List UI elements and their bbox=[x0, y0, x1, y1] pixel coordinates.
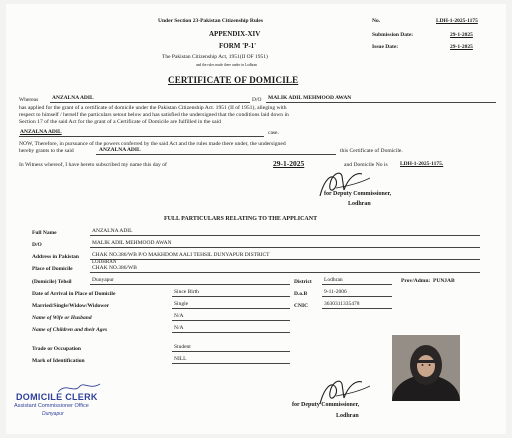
act-line: The Pakistan Citizenship Act, 1951(II OF 1951) bbox=[162, 54, 268, 60]
identification-mark-value: NILL bbox=[174, 356, 187, 362]
submission-date-label: Submission Date: bbox=[372, 32, 414, 38]
occupation-label: Trade or Occupation bbox=[32, 346, 81, 352]
province-label: Prov/Admn: bbox=[401, 278, 431, 284]
arrival-date-value: Since Birth bbox=[174, 289, 199, 295]
submission-date-value: 29-1-2025 bbox=[450, 32, 473, 38]
full-name-value: ANZALNA ADIL bbox=[92, 228, 133, 234]
children-label: Name of Children and their Ages bbox=[32, 327, 108, 333]
signatory-location: Lodhran bbox=[348, 201, 371, 207]
daughter-of-row-value: MALIK ADIL MEHMOOD AWAN bbox=[92, 240, 172, 246]
cnic-label: CNIC bbox=[294, 303, 309, 309]
witness-text: In Witness whereof, I have hereto subscribed my name this day of bbox=[19, 162, 167, 168]
spouse-value: N/A bbox=[174, 313, 184, 319]
address-label: Address in Pakistan bbox=[32, 254, 79, 260]
tehsil-value: Dunyapur bbox=[92, 277, 114, 283]
domicile-certificate bbox=[6, 4, 506, 434]
district-value: Lodhran bbox=[324, 277, 343, 283]
certificate-title: CERTIFICATE OF DOMICILE bbox=[168, 75, 299, 85]
marital-status-label: Married/Single/Widow/Widower bbox=[32, 303, 110, 309]
dob-label: D.o.B bbox=[294, 291, 308, 297]
form-title: FORM 'P-1' bbox=[219, 42, 257, 50]
appendix-title: APPENDIX-XIV bbox=[209, 30, 261, 38]
rules-small-line: and the rules made there under in Lodhran bbox=[196, 63, 257, 67]
domicile-clerk-stamp bbox=[12, 384, 128, 420]
spouse-label: Name of Wife or Husband bbox=[32, 315, 92, 321]
daughter-of-label: D/O bbox=[252, 97, 262, 103]
applicant-photo bbox=[392, 335, 460, 401]
address-value-line-2: LODHRAN bbox=[92, 260, 117, 265]
witness-date: 29-1-2025 bbox=[273, 159, 305, 168]
applicant-name: ANZALNA ADIL bbox=[52, 95, 94, 101]
paragraph-1-line-1: has applied for the grant of a certificate of domicile under the Pakistan Citizenship Act. 1951 (II of 1951), alleging with bbox=[19, 105, 287, 111]
particulars-heading: FULL PARTICULARS RELATING TO THE APPLICANT bbox=[164, 216, 318, 222]
issue-date-value: 29-1-2025 bbox=[450, 44, 473, 50]
place-of-domicile-label: Place of Domicile bbox=[32, 266, 73, 272]
bottom-signatory-title: for Deputy Commissioner, bbox=[292, 402, 360, 408]
paragraph-1-line-2: respect to himself / herself the particulars setout below and has satisfied the undersigned that the conditions laid down in bbox=[19, 112, 289, 118]
rules-line: Under Section 23-Pakistan Citizenship Rules bbox=[158, 18, 264, 24]
case-name: ANZALNA ADIL bbox=[20, 129, 62, 135]
paragraph-2-line-1: NOW, Therefore, in pursuance of the powers conferred by the said Act and the rules made there under, the undersigned bbox=[19, 141, 286, 147]
full-name-label: Full Name bbox=[32, 230, 57, 236]
occupation-value: Student bbox=[174, 344, 191, 350]
address-value: CHAK NO.386/WB P/O MAKHDOM AALI TEHSIL DUNYAPUR DISTRICT bbox=[92, 252, 270, 258]
issue-date-label: Issue Date: bbox=[372, 44, 399, 50]
dob-value: 9-11-2006 bbox=[324, 289, 347, 295]
paragraph-1-line-3: Section 17 of the said Act for the grant of a Certificate of Domicile are fulfilled in the said bbox=[19, 119, 221, 125]
cnic-value: 3630311335478 bbox=[324, 301, 360, 307]
domicile-number: LDH-1-2025-1175. bbox=[400, 161, 444, 167]
bottom-signatory-location: Lodhran bbox=[336, 413, 359, 419]
paragraph-2-line-2: hereby grants to the said bbox=[19, 148, 74, 154]
grant-name: ANZALNA ADIL bbox=[99, 147, 141, 153]
stamp-line-2: Assistant Commissioner Office bbox=[14, 403, 89, 409]
arrival-date-label: Date of Arrival in Place of Domicile bbox=[32, 291, 116, 297]
father-name: MALIK ADIL MEHMOOD AWAN bbox=[268, 95, 352, 101]
province-value: PUNJAB bbox=[433, 278, 455, 284]
marital-status-value: Single bbox=[174, 301, 189, 307]
identification-mark-label: Mark of Identification bbox=[32, 358, 85, 364]
paragraph-2-end: this Certificate of Domicile. bbox=[340, 148, 403, 154]
stamp-line-3: Dunyapur bbox=[42, 411, 64, 417]
tehsil-label: (Domicile) Tehsil bbox=[32, 279, 72, 285]
children-value: N/A bbox=[174, 325, 184, 331]
number-label: No. bbox=[372, 18, 381, 24]
case-label: case. bbox=[268, 130, 279, 136]
domicile-number-label: and Domicile No is bbox=[344, 162, 388, 168]
daughter-of-row-label: D/O bbox=[32, 242, 42, 248]
place-of-domicile-value: CHAK NO.386/WB bbox=[92, 265, 137, 271]
number-value: LDH-1-2025-1175 bbox=[436, 18, 478, 24]
whereas-label: Whereas bbox=[19, 97, 39, 103]
district-label: District bbox=[294, 279, 312, 285]
signatory-title: for Deputy Commissioner, bbox=[324, 191, 392, 197]
stamp-line-1: DOMICILE CLERK bbox=[16, 392, 98, 402]
